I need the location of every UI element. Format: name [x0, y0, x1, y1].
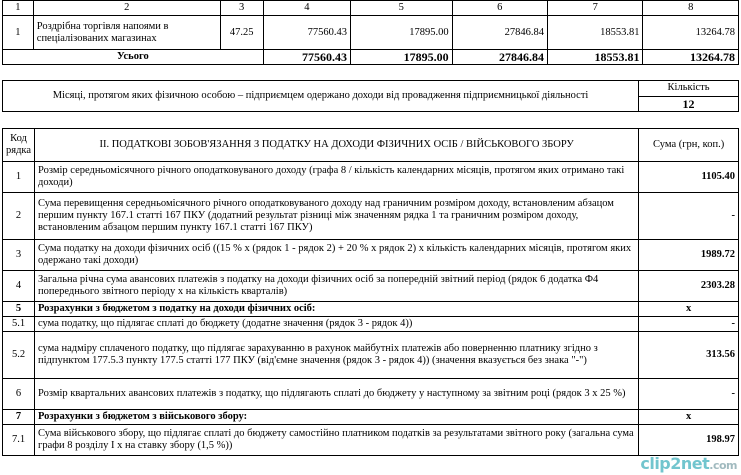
table-row — [3, 317, 739, 332]
row-text: сума надміру сплаченого податку, що підлягає зарахуванню в рахунок майбутніх платежів або поверненню платнику згідно з підпунктом 177.5.3 пункту 177.5 статті 177 ПКУ (від'ємне значення (рядок 3 - рядок 4)) (значення вказується без знака "-") — [35, 332, 639, 379]
table-row — [3, 379, 739, 410]
row-code: 5 — [3, 302, 35, 317]
row-code: 4 — [3, 271, 35, 302]
table-row — [3, 162, 739, 193]
row-value: 1989.72 — [639, 240, 739, 271]
cell: 27846.84 — [452, 16, 547, 50]
col-header: 1 — [3, 1, 34, 16]
col-header: 2 — [33, 1, 220, 16]
clip2net-watermark — [640, 454, 737, 473]
row-value: х — [639, 410, 739, 425]
cell: 13264.78 — [643, 16, 739, 50]
qty-value: 12 — [639, 96, 739, 112]
total-cell: 77560.43 — [263, 50, 350, 65]
total-row — [3, 50, 739, 65]
row-text: Розрахунки з бюджетом з військового збору: — [35, 410, 639, 425]
row-code: 7.1 — [3, 425, 35, 456]
cell: Роздрібна торгівля напоями в спеціалізованих магазинах — [33, 16, 220, 50]
row-value: 2303.28 — [639, 271, 739, 302]
table-row — [3, 332, 739, 379]
total-cell: 18553.81 — [548, 50, 643, 65]
row-code: 6 — [3, 379, 35, 410]
row-code: 1 — [3, 162, 35, 193]
row-code: 7 — [3, 410, 35, 425]
row-text: Розмір квартальних авансових платежів з податку, що підлягають сплаті до бюджету у наступному за звітним році (рядок 3 х 25 %) — [35, 379, 639, 410]
row-text: Розмір середньомісячного річного оподатковуваного доходу (графа 8 / кількість календарних місяців, протягом яких отримано такі доходи) — [35, 162, 639, 193]
total-cell: 13264.78 — [643, 50, 739, 65]
row-value: - — [639, 317, 739, 332]
row-text: Сума податку на доходи фізичних осіб ((15 % х (рядок 1 - рядок 2) + 20 % х рядок 2) х кількість календарних місяців, протягом яких одержано такі доходи) — [35, 240, 639, 271]
cell: 17895.00 — [350, 16, 452, 50]
row-text: Розрахунки з бюджетом з податку на доходи фізичних осіб: — [35, 302, 639, 317]
row-code: 5.1 — [3, 317, 35, 332]
cell: 77560.43 — [263, 16, 350, 50]
col-header: 5 — [350, 1, 452, 16]
table-row — [3, 240, 739, 271]
col-header: 3 — [220, 1, 263, 16]
watermark-suffix: .com — [709, 459, 737, 472]
section-header-row — [3, 129, 739, 162]
col-header: 8 — [643, 1, 739, 16]
row-text: Сума перевищення середньомісячного річного оподатковуваного доходу над граничним розміром доходу, встановленим абзацом першим пункту 167.1 статті 167 ПКУ (додатний результат різниці між значенням рядка 1 та граничним розміром доходу, встановленим абзацом першим пункту 167.1 статті 167 ПКУ) — [35, 193, 639, 240]
row-text: сума податку, що підлягає сплаті до бюджету (додатне значення (рядок 3 - рядок 4)) — [35, 317, 639, 332]
cell: 18553.81 — [548, 16, 643, 50]
cell: 1 — [3, 16, 34, 50]
row-text: Сума військового збору, що підлягає сплаті до бюджету самостійно платником податків за результатами звітного року (загальна сума графи 8 розділу І х на ставку збору (1,5 %)) — [35, 425, 639, 456]
sum-header: Сума (грн, коп.) — [639, 129, 739, 162]
row-value: - — [639, 379, 739, 410]
col-header: 4 — [263, 1, 350, 16]
watermark-brand: clip2net — [640, 454, 710, 473]
row-code: 2 — [3, 193, 35, 240]
row-value: 313.56 — [639, 332, 739, 379]
table-row — [3, 425, 739, 456]
total-label: Усього — [3, 50, 264, 65]
row-value: 198.97 — [639, 425, 739, 456]
qty-label: Кількість — [639, 81, 739, 97]
months-table — [2, 80, 739, 112]
row-code: 3 — [3, 240, 35, 271]
col-header: 6 — [452, 1, 547, 16]
cell: 47.25 — [220, 16, 263, 50]
tax-liabilities-table — [2, 128, 739, 456]
row-text: Загальна річна сума авансових платежів з податку на доходи фізичних осіб за попередній звітний період (рядок 6 додатка Ф4 попереднього звітного періоду х на кількість кварталів) — [35, 271, 639, 302]
section-title: II. ПОДАТКОВІ ЗОБОВ'ЯЗАННЯ З ПОДАТКУ НА ДОХОДИ ФІЗИЧНИХ ОСІБ / ВІЙСЬКОВОГО ЗБОРУ — [35, 129, 639, 162]
row-code: 5.2 — [3, 332, 35, 379]
row-value: 1105.40 — [639, 162, 739, 193]
total-cell: 27846.84 — [452, 50, 547, 65]
table-row — [3, 16, 739, 50]
code-header: Код рядка — [3, 129, 35, 162]
table-row — [3, 271, 739, 302]
income-table — [2, 0, 739, 65]
row-value: - — [639, 193, 739, 240]
table-row — [3, 410, 739, 425]
table-row — [3, 193, 739, 240]
months-label: Місяці, протягом яких фізичною особою – підприємцем одержано доходи від провадження підприємницької діяльності — [3, 81, 639, 112]
total-cell: 17895.00 — [350, 50, 452, 65]
table-row — [3, 302, 739, 317]
income-table-header — [3, 1, 739, 16]
col-header: 7 — [548, 1, 643, 16]
row-value: х — [639, 302, 739, 317]
